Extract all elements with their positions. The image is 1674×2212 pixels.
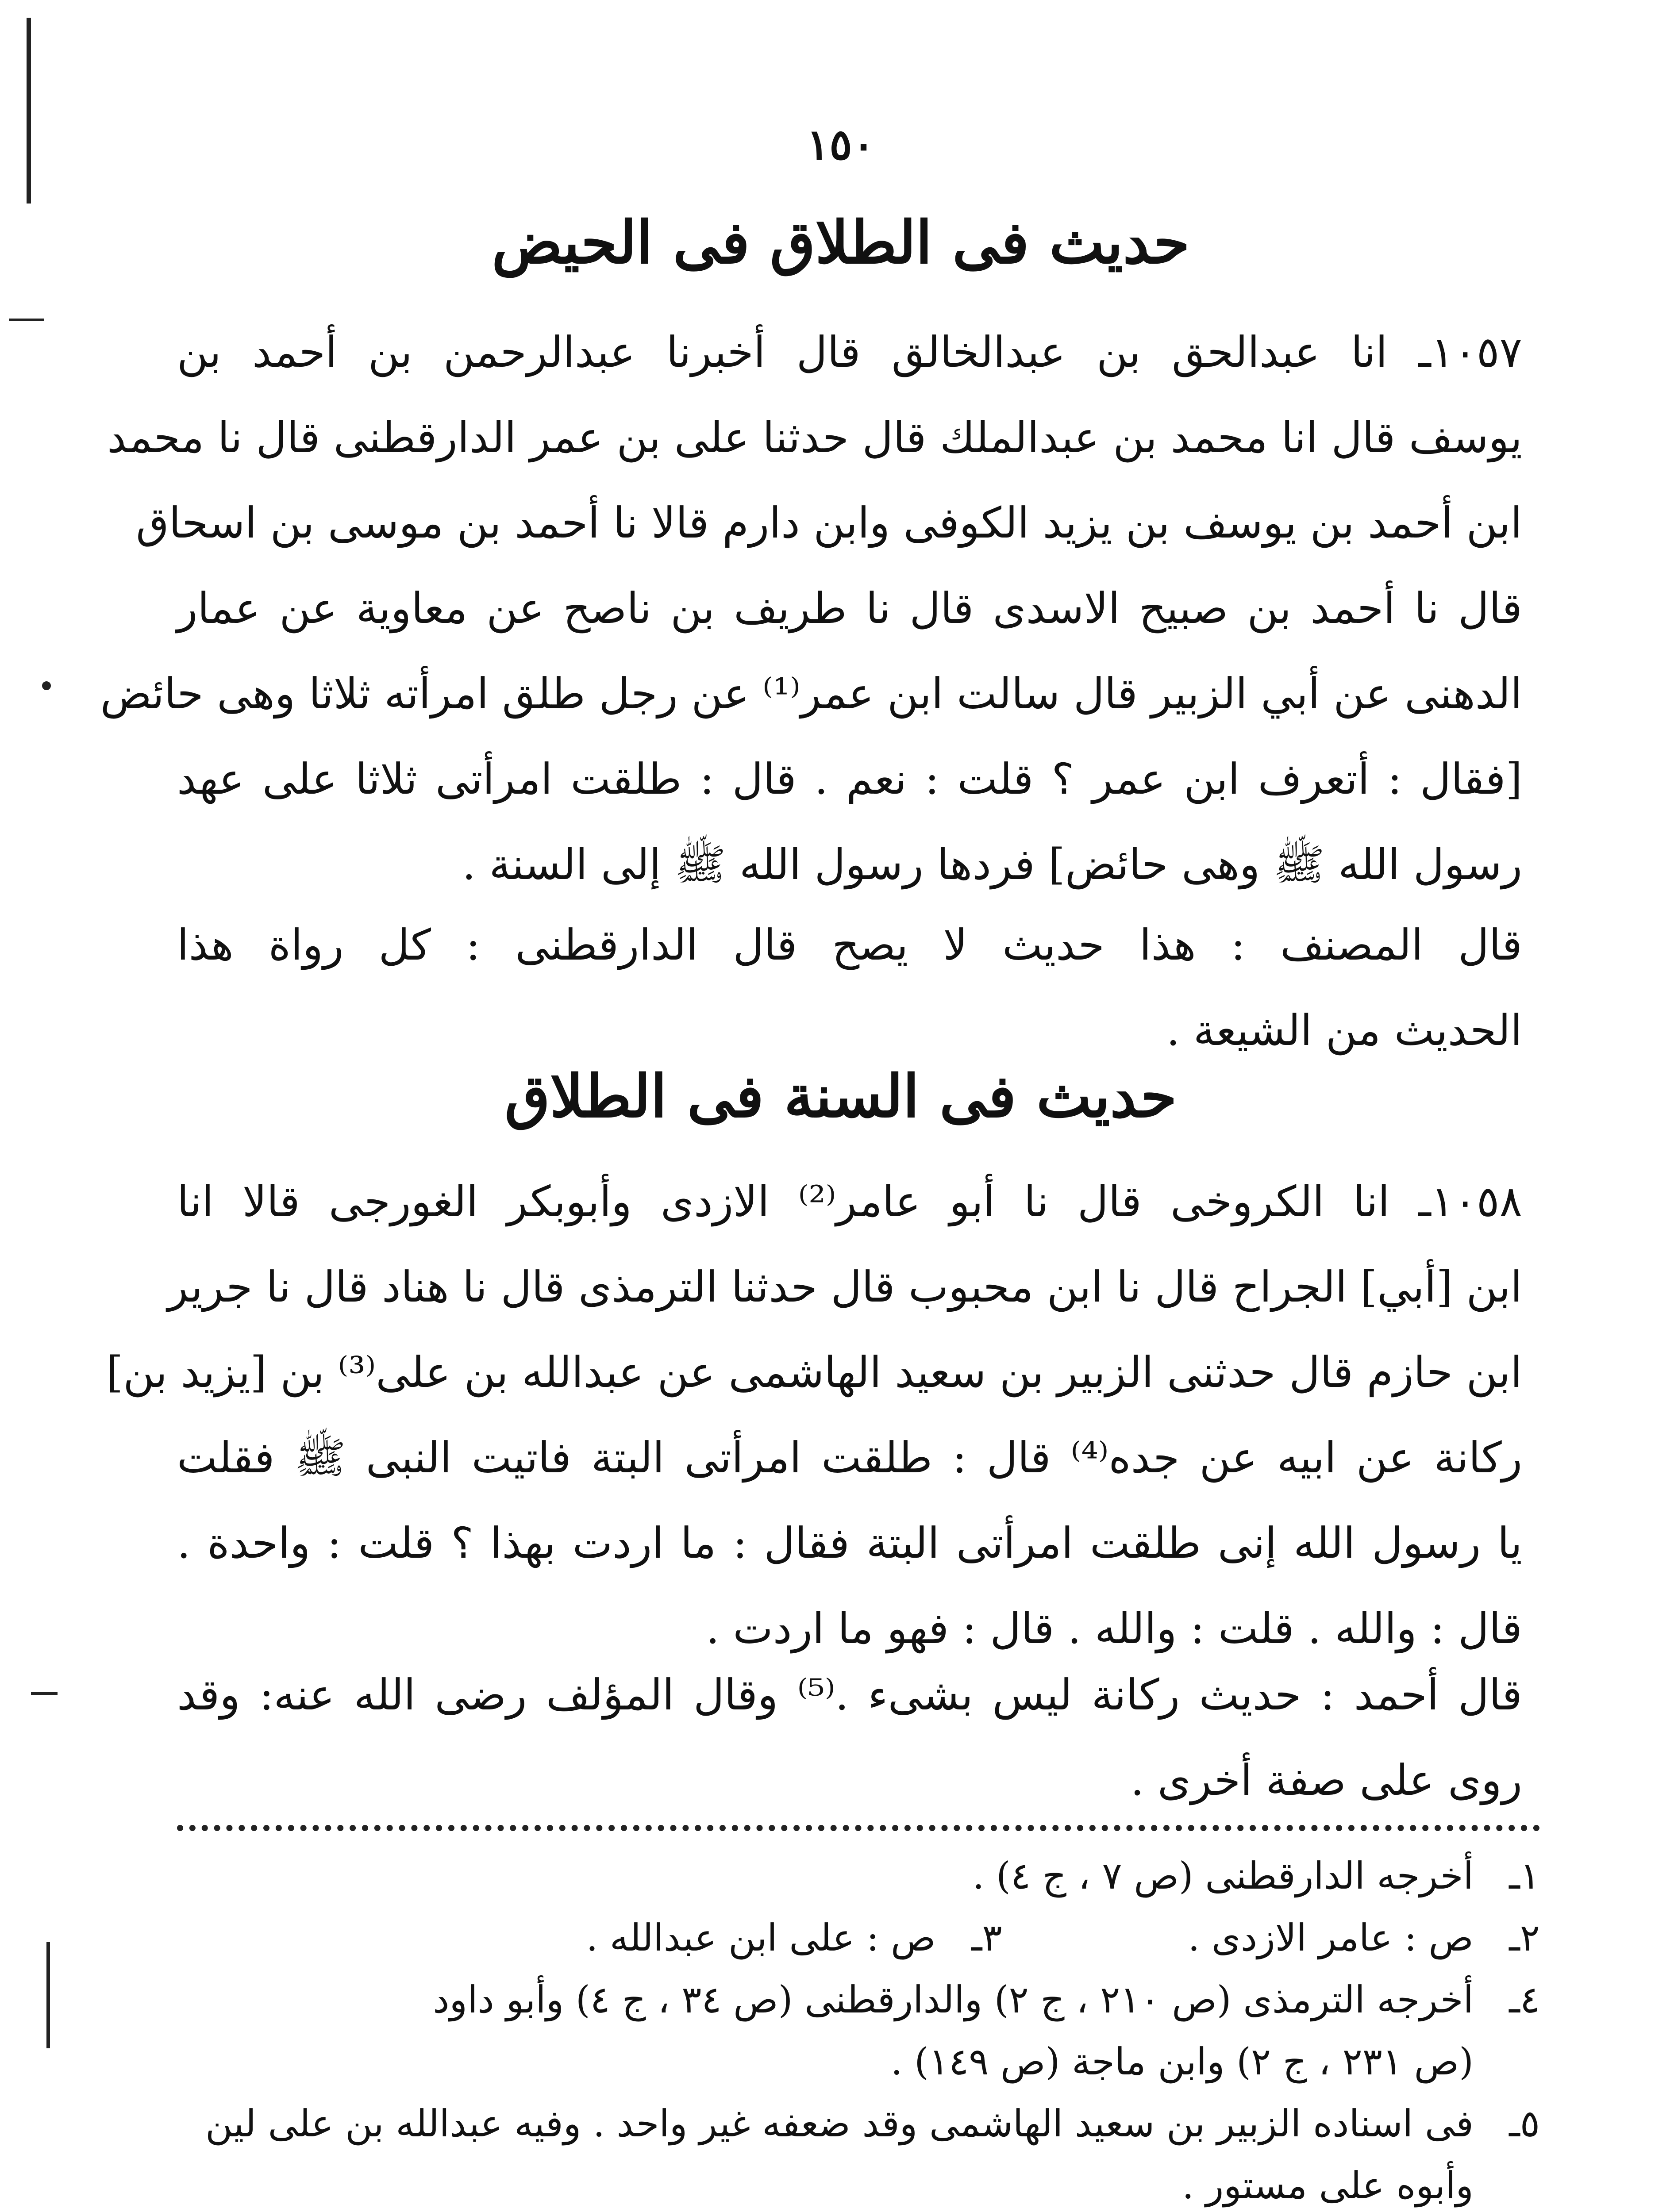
hadith-paragraph (100, 310, 1523, 907)
footnote-line: فى اسناده الزبير بن سعيد الهاشمى وقد ضعفه غير واحد . وفيه عبدالله بن على لين (205, 2102, 1474, 2145)
footnote-3 (586, 1907, 1002, 1969)
hadith-paragraph (106, 1159, 1523, 1671)
page-number: ١٥٠ (806, 119, 875, 169)
scan-margin-line (46, 1942, 50, 2048)
text-line: ١٠٥٨ـ انا الكروخى قال نا أبو عامر⁽²⁾ الازدى وأبوبكر الغورجى قالا انا (177, 1177, 1523, 1226)
text-line: قال : والله . قلت : والله . قال : فهو ما اردت . (706, 1604, 1522, 1653)
footnote-text: ص : عامر الازدى . (1188, 1916, 1474, 1959)
footnote-line: وأبوه على مستور . (1182, 2164, 1474, 2207)
text-line: ابن أحمد بن يوسف بن يزيد الكوفى وابن دارم قالا نا أحمد بن موسى بن اسحاق (136, 498, 1522, 548)
text-line: ابن حازم قال حدثنى الزبير بن سعيد الهاشمى عن عبدالله بن على⁽³⁾ بن [يزيد بن] (106, 1348, 1522, 1397)
text-line: روى على صفة أخرى . (1130, 1755, 1522, 1805)
author-comment (177, 902, 1522, 1073)
footnote-5 (177, 2093, 1540, 2212)
footnote-1 (177, 1845, 1540, 1907)
scan-margin-dot (42, 681, 51, 690)
footnote-number: ٣ـ (971, 1916, 1002, 1959)
text-line: يا رسول الله إنى طلقت امرأتى البتة فقال : ما اردت بهذا ؟ قلت : واحدة . (177, 1518, 1522, 1568)
footnote-text: أخرجه الدارقطنى (ص ٧ ، ج ٤) . (972, 1854, 1474, 1897)
footnote-number: ٥ـ (1509, 2102, 1540, 2145)
section-heading: حديث فى الطلاق فى الحيض (492, 208, 1190, 277)
section-heading: حديث فى السنة فى الطلاق (504, 1062, 1177, 1131)
author-comment (177, 1652, 1522, 1823)
footnote-text (177, 2093, 1474, 2212)
text-line: الحديث من الشيعة . (1166, 1006, 1522, 1055)
scan-margin-tick (31, 1692, 58, 1695)
text-line: قال المصنف : هذا حديث لا يصح قال الدارقطنى : كل رواة هذا (177, 920, 1523, 970)
text-line: رسول الله ﷺ وهى حائض] فردها رسول الله ﷺ إلى السنة . (462, 840, 1522, 889)
text-line: ١٠٥٧ـ انا عبدالحق بن عبدالخالق قال أخبرنا عبدالرحمن بن أحمد بن (177, 327, 1522, 377)
text-line: الدهنى عن أبي الزبير قال سالت ابن عمر⁽¹⁾ عن رجل طلق امرأته ثلاثا وهى حائض (100, 669, 1522, 718)
footnote-divider (177, 1825, 1540, 1831)
text-line: قال نا أحمد بن صبيح الاسدى قال نا طريف بن ناصح عن معاوية عن عمار (177, 584, 1523, 633)
scan-margin-tick (9, 319, 44, 321)
text-line: يوسف قال انا محمد بن عبدالملك قال حدثنا على بن عمر الدارقطنى قال نا محمد (107, 413, 1522, 462)
footnote-number: ٤ـ (1509, 1978, 1540, 2021)
text-line: ابن [أبي] الجراح قال نا ابن محبوب قال حدثنا الترمذى قال نا هناد قال نا جرير (167, 1262, 1522, 1312)
footnote-text (177, 1969, 1474, 2093)
text-line: ركانة عن ابيه عن جده⁽⁴⁾ قال : طلقت امرأتى البتة فاتيت النبى ﷺ فقلت (177, 1433, 1523, 1482)
footnotes (177, 1845, 1540, 2212)
footnote-4 (177, 1969, 1540, 2093)
footnote-text: ص : على ابن عبدالله . (586, 1916, 936, 1959)
footnote-2 (1188, 1907, 1540, 1969)
footnote-number: ٢ـ (1509, 1916, 1540, 1959)
scan-margin-line (27, 18, 31, 204)
footnote-number: ١ـ (1509, 1854, 1540, 1897)
text-line: قال أحمد : حديث ركانة ليس بشىء .⁽⁵⁾ وقال المؤلف رضى الله عنه: وقد (177, 1670, 1522, 1720)
footnote-line: أخرجه الترمذى (ص ٢١٠ ، ج ٢) والدارقطنى (ص ٣٤ ، ج ٤) وأبو داود (433, 1978, 1474, 2021)
footnote-row (177, 1907, 1540, 1969)
footnote-line: (ص ٢٣١ ، ج ٢) وابن ماجة (ص ١٤٩) . (890, 2040, 1474, 2083)
text-line: [فقال : أتعرف ابن عمر ؟ قلت : نعم . قال : طلقت امرأتى ثلاثا على عهد (177, 754, 1522, 804)
